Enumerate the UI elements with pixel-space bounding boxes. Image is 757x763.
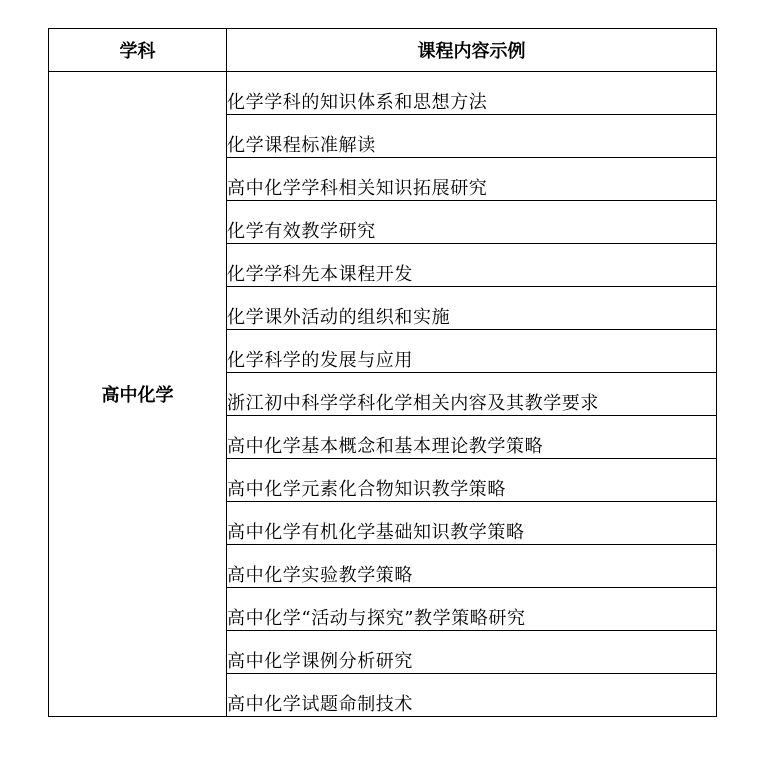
course-item: 化学有效教学研究 — [227, 201, 717, 244]
course-item: 高中化学有机化学基础知识教学策略 — [227, 502, 717, 545]
course-item: 化学科学的发展与应用 — [227, 330, 717, 373]
course-item: 化学课程标准解读 — [227, 115, 717, 158]
course-item: 高中化学学科相关知识拓展研究 — [227, 158, 717, 201]
subject-cell: 高中化学 — [49, 72, 227, 717]
course-item: 浙江初中科学学科化学相关内容及其教学要求 — [227, 373, 717, 416]
content-header: 课程内容示例 — [227, 29, 717, 72]
course-item: 化学学科的知识体系和思想方法 — [227, 72, 717, 115]
course-item: 化学学科先本课程开发 — [227, 244, 717, 287]
table-row — [49, 72, 717, 115]
course-item: 高中化学“活动与探究”教学策略研究 — [227, 588, 717, 631]
course-item: 高中化学基本概念和基本理论教学策略 — [227, 416, 717, 459]
course-item: 高中化学课例分析研究 — [227, 631, 717, 674]
subject-header: 学科 — [49, 29, 227, 72]
course-item: 高中化学元素化合物知识教学策略 — [227, 459, 717, 502]
course-table — [48, 28, 717, 717]
course-item: 高中化学试题命制技术 — [227, 674, 717, 717]
header-row — [49, 29, 717, 72]
course-item: 高中化学实验教学策略 — [227, 545, 717, 588]
course-item: 化学课外活动的组织和实施 — [227, 287, 717, 330]
